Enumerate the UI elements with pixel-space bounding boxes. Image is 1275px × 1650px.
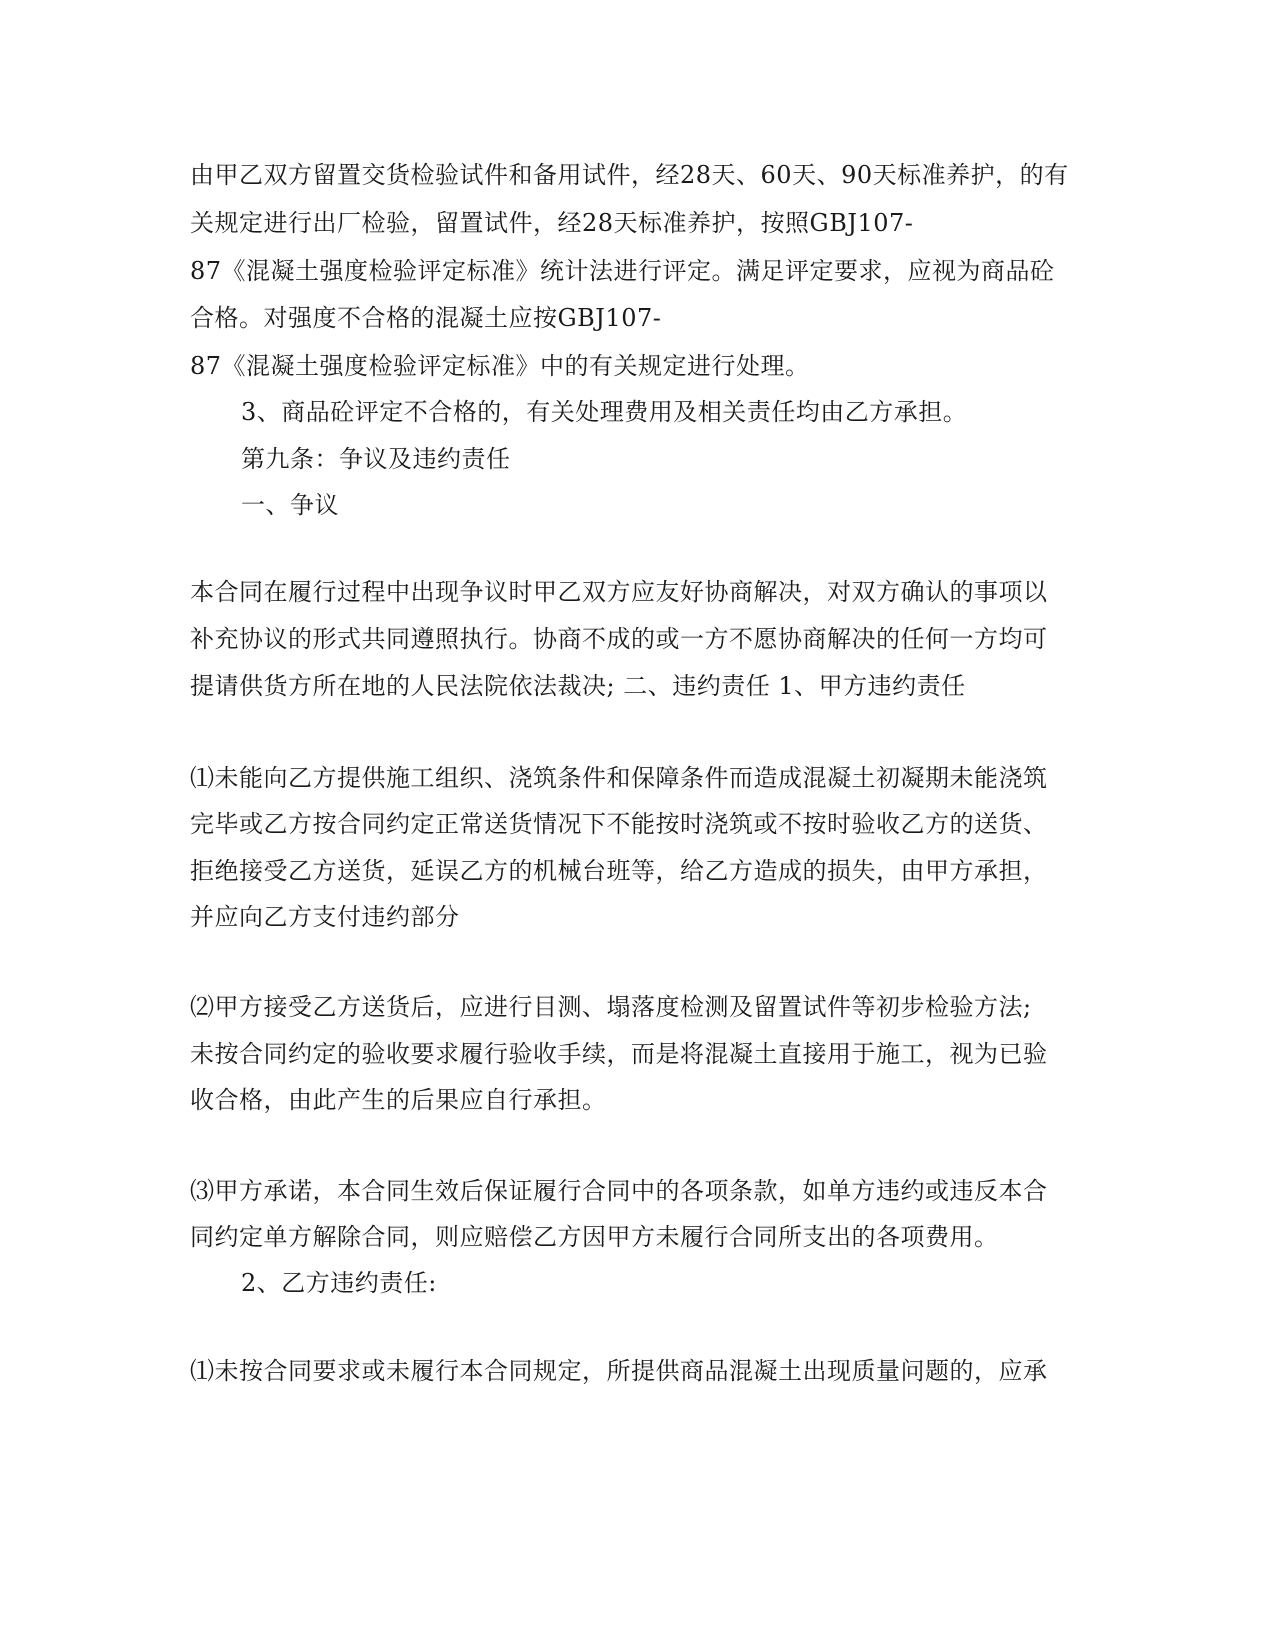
text-line: 同约定单方解除合同，则应赔偿乙方因甲方未履行合同所支出的各项费用。 [190, 1223, 999, 1251]
text-line: ⑴未能向乙方提供施工组织、浇筑条件和保障条件而造成混凝土初凝期未能浇筑 [190, 764, 1048, 792]
text-line: 并应向乙方支付违约部分 [190, 903, 460, 931]
text-line: 合格。对强度不合格的混凝土应按GBJ107- [190, 304, 662, 332]
text-line: 补充协议的形式共同遵照执行。协商不成的或一方不愿协商解决的任何一方均可 [190, 625, 1048, 653]
subsection-heading: 一、争议 [241, 491, 339, 519]
section-heading: 第九条：争议及违约责任 [241, 445, 511, 473]
text-line: 关规定进行出厂检验，留置试件，经28天标准养护，按照GBJ107- [190, 209, 914, 237]
text-line: ⑶甲方承诺，本合同生效后保证履行合同中的各项条款，如单方违约或违反本合 [190, 1177, 1048, 1205]
text-line: 87《混凝土强度检验评定标准》中的有关规定进行处理。 [190, 352, 810, 380]
text-line: 本合同在履行过程中出现争议时甲乙双方应友好协商解决，对双方确认的事项以 [190, 578, 1048, 606]
text-line: 完毕或乙方按合同约定正常送货情况下不能按时浇筑或不按时验收乙方的送货、 [190, 810, 1048, 838]
text-line: 87《混凝土强度检验评定标准》统计法进行评定。满足评定要求，应视为商品砼 [190, 257, 1055, 285]
text-line: 拒绝接受乙方送货，延误乙方的机械台班等，给乙方造成的损失，由甲方承担， [190, 857, 1048, 885]
text-line: 收合格，由此产生的后果应自行承担。 [190, 1086, 607, 1114]
text-line: 由甲乙双方留置交货检验试件和备用试件，经28天、60天、90天标准养护，的有 [190, 161, 1069, 189]
text-line: 3、商品砼评定不合格的，有关处理费用及相关责任均由乙方承担。 [241, 398, 968, 426]
text-line: ⑴未按合同要求或未履行本合同规定，所提供商品混凝土出现质量问题的，应承 [190, 1357, 1048, 1385]
text-line: ⑵甲方接受乙方送货后，应进行目测、塌落度检测及留置试件等初步检验方法; [190, 993, 1032, 1021]
text-line: 提请供货方所在地的人民法院依法裁决; 二、违约责任 1、甲方违约责任 [190, 672, 966, 700]
text-line: 未按合同约定的验收要求履行验收手续，而是将混凝土直接用于施工，视为已验 [190, 1040, 1048, 1068]
subsection-heading: 2、乙方违约责任: [241, 1269, 437, 1297]
